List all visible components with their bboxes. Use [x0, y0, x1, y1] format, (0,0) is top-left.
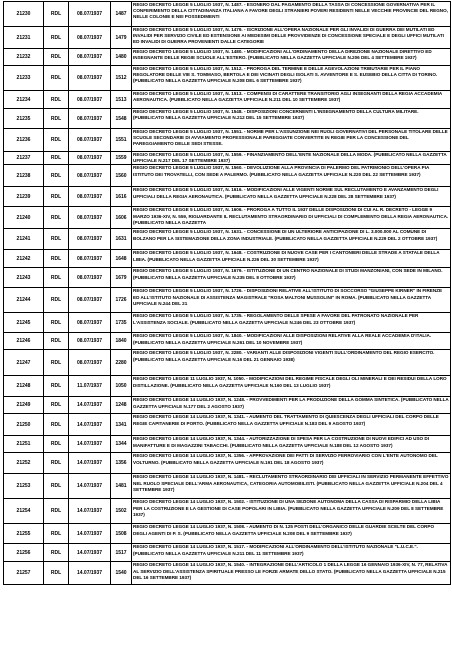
record-number: 1735 — [111, 313, 132, 333]
record-type: RDL — [44, 436, 69, 453]
record-id: 21241 — [4, 229, 44, 250]
table-row — [4, 288, 451, 313]
record-number: 1487 — [111, 2, 132, 27]
record-date: 11.07/1937 — [69, 376, 111, 397]
record-type: RDL — [44, 229, 69, 250]
table-row — [4, 229, 451, 250]
record-date: 08.07/1937 — [69, 91, 111, 109]
record-number: 1559 — [111, 152, 132, 165]
record-number: 1480 — [111, 49, 132, 66]
record-description: REGIO DECRETO LEGGE 5 LUGLIO 1937, N. 1726. - DISPOSIZIONI RELATIVE ALL'ISTITUTO DI SOCCORSO "GIUSEPPE KIRNER" IN FIRENZE ED ALL'ISTITUTO NAZIONALE DI ASSISTENZA MAGISTRALE "ROSA MALTONI MUSSOLINI" IN ROMA. (PUBBLICATO NELLA GAZZETTA UFFICIALE N.244 DEL 21 — [132, 288, 451, 313]
record-type: RDL — [44, 562, 69, 585]
table-row — [4, 250, 451, 268]
record-id: 21246 — [4, 333, 44, 350]
record-date: 08.07/1937 — [69, 152, 111, 165]
record-number: 1341 — [111, 414, 132, 436]
record-id: 21253 — [4, 474, 44, 499]
record-type: RDL — [44, 27, 69, 49]
table-row — [4, 27, 451, 49]
table-row — [4, 397, 451, 414]
table-row — [4, 66, 451, 91]
record-date: 08.07/1937 — [69, 27, 111, 49]
table-row — [4, 376, 451, 397]
record-number: 1606 — [111, 207, 132, 229]
table-row — [4, 165, 451, 187]
record-number: 1481 — [111, 474, 132, 499]
record-type: RDL — [44, 524, 69, 544]
record-number: 1050 — [111, 376, 132, 397]
record-description: REGIO DECRETO LEGGE 5 LUGLIO 1937, N. 1487. - ESONERO DAL PAGAMENTO DELLA TASSA DI CONCESSIONE GOVERNATIVA PER IL CONFERIMENTO DELLA CITTADINANZA ITALIANA A FAVORE DEGLI STRANIERI POVERI RESIDENTI NELLE VECCHIE PROVINCIE DEL REGNO, NELLE COLONIE E NEI POSSEDIMENTI — [132, 2, 451, 27]
record-description: REGIO DECRETO LEGGE 5 LUGLIO 1937, N. 1480. - MODIFICAZIONI ALL'ORDINAMENTO DELLA DIREZIONE NAZIONALE DIRETTIVO ED INSEGNANTE DELLE REGIE SCUOLE ALL'ESTERO. (PUBBLICATO NELLA GAZZETTA UFFICIALE N.206 DEL 4 SETTEMBRE 1937) — [132, 49, 451, 66]
record-description: REGIO DECRETO LEGGE 5 LUGLIO 1937, N. 1551. - NORME PER L'ASSUNZIONE NEI RUOLI GOVERNATIVI DEL PERSONALE TITOLARE DELLE SCUOLE SECONDARIE DI AVVIAMENTO PROFESSIONALE PAREGGIATE CONVERTITE IN REGIE PER LA CONCESSIONE DEL PAREGGIAMENTO DELLE SEDI STESSE. — [132, 129, 451, 152]
record-number: 1616 — [111, 187, 132, 207]
table-row — [4, 49, 451, 66]
record-description: REGIO DECRETO LEGGE 5 LUGLIO 1937, N. 1735. - REGOLAMENTO DELLE SPESE A FAVORE DEL PATRONATO NAZIONALE PER L'ASSISTENZA SOCIALE. (PUBBLICATO NELLA GAZZETTA UFFICIALE N.246 DEL 23 OTTOBRE 1937) — [132, 313, 451, 333]
record-type: RDL — [44, 91, 69, 109]
table-row — [4, 91, 451, 109]
record-id: 21236 — [4, 129, 44, 152]
record-number: 1648 — [111, 250, 132, 268]
record-id: 21245 — [4, 313, 44, 333]
record-description: REGIO DECRETO LEGGE 5 LUGLIO 1937, N. 1479. - ISCRIZIONE ALL'OPERA NAZIONALE PER GLI INVALIDI DI GUERRA DEI MUTILATI ED INVALIDI PER SERVIZIO CIVILE ED ESTENSIONE AI MEDESIMI DELLE PROVVIDENZE DI CONCESSIONE SPECIALE E DEGLI UFFICI MUTILATI ED INVALIDI DI GUERRA PROVENIENTI DALLE CATEGORIE — [132, 27, 451, 49]
record-number: 1540 — [111, 562, 132, 585]
record-description: REGIO DECRETO LEGGE 5 LUGLIO 1937, N. 1606. - PROROGA A TUTTO IL 1937 DELLE DISPOSIZIONI DI CUI AL R. DECRETO - LEGGE 9 MARZO 1936-XIV, N. 559, RIGUARDANTE IL RECLUTAMENTO STRAORDINARIO DI UFFICIALI DI COMPLEMENTO DELLA REGIA AERONAUTICA. (PUBBLICATO NELLA GAZZETTA — [132, 207, 451, 229]
record-date: 08.07/1937 — [69, 2, 111, 27]
table-row — [4, 109, 451, 129]
table-row — [4, 2, 451, 27]
record-date: 14.07/1937 — [69, 397, 111, 414]
record-description: REGIO DECRETO LEGGE 14 LUGLIO 1937, N. 1481. - RECLUTAMENTO STRAORDINARIO DEI UFFICIALI IN SERVIZIO PERMANENTE EFFETTIVO NEL RUOLO SPECIALE DELL'ARMA AERONAUTICA, CATEGORIA AUTOMOBILISTI. (PUBBLICATO NELLA GAZZETTA UFFICIALE N.204 DEL 4 SETTEMBRE 1937) — [132, 474, 451, 499]
record-date: 14.07/1937 — [69, 436, 111, 453]
table-row — [4, 333, 451, 350]
record-description: REGIO DECRETO LEGGE 5 LUGLIO 1937, N. 1560. - DEVOLUZIONE ALLA PROVINCIA DI PALERMO DEL PATRIMONIO DELL'OPERA PIA ISTITUTO DEI TROVATELLI, CON SEDE A PALERMO. (PUBBLICATO NELLA GAZZETTA UFFICIALE N.220 DEL 22 SETTEMBRE 1937) — [132, 165, 451, 187]
record-type: RDL — [44, 49, 69, 66]
record-date: 08.07/1937 — [69, 268, 111, 288]
record-id: 21240 — [4, 207, 44, 229]
record-id: 21251 — [4, 436, 44, 453]
record-date: 08.07/1937 — [69, 333, 111, 350]
record-number: 1548 — [111, 109, 132, 129]
record-type: RDL — [44, 268, 69, 288]
table-row — [4, 129, 451, 152]
record-type: RDL — [44, 2, 69, 27]
record-type: RDL — [44, 250, 69, 268]
record-date: 14.07/1937 — [69, 453, 111, 474]
record-id: 21238 — [4, 165, 44, 187]
record-date: 08.07/1937 — [69, 49, 111, 66]
record-type: RDL — [44, 397, 69, 414]
record-description: REGIO DECRETO LEGGE 5 LUGLIO 1937, N. 1840. - MODIFICAZIONI ALLE DISPOSIZIONI RELATIVE ALLA REALE ACCADEMIA D'ITALIA. (PUBBLICATO NELLA GAZZETTA UFFICIALE N.261 DEL 10 NOVEMBRE 1937) — [132, 333, 451, 350]
table-row — [4, 453, 451, 474]
record-type: RDL — [44, 474, 69, 499]
record-number: 1508 — [111, 524, 132, 544]
record-id: 21235 — [4, 109, 44, 129]
record-number: 1344 — [111, 436, 132, 453]
record-description: REGIO DECRETO LEGGE 5 LUGLIO 1937, N. 1548. - DISPOSIZIONI CONCERNENTI L'INSEGNAMENTO DELLA CULTURA MILITARE. (PUBBLICATO NELLA GAZZETTA UFFICIALE N.212 DEL 15 SETTEMBRE 1937) — [132, 109, 451, 129]
record-id: 21232 — [4, 49, 44, 66]
record-description: REGIO DECRETO LEGGE 14 LUGLIO 1937, N. 1356. - APPROVAZIONE DEI PATTI DI SERVIZIO FERROVIARIO CON L'ENTE AUTONOMO DEL VOLTURNO. (PUBBLICATO NELLA GAZZETTA UFFICIALE N.191 DEL 18 AGOSTO 1937) — [132, 453, 451, 474]
record-id: 21252 — [4, 453, 44, 474]
record-description: REGIO DECRETO LEGGE 14 LUGLIO 1937, N. 1502. - ISTITUZIONE DI UNA SEZIONE AUTONOMA DELLA CASSA DI RISPARMIO DELLA LIBIA PER LA COSTRUZIONE E LA GESTIONE DI CASE POPOLARI IN LIBIA. (PUBBLICATO NELLA GAZZETTA UFFICIALE N.209 DEL 8 SETTEMBRE 1937) — [132, 499, 451, 524]
record-date: 08.07/1937 — [69, 207, 111, 229]
table-row — [4, 562, 451, 585]
record-date: 08.07/1937 — [69, 66, 111, 91]
record-type: RDL — [44, 313, 69, 333]
record-id: 21230 — [4, 2, 44, 27]
record-type: RDL — [44, 109, 69, 129]
table-row — [4, 414, 451, 436]
table-row — [4, 474, 451, 499]
record-id: 21249 — [4, 397, 44, 414]
record-description: REGIO DECRETO LEGGE 5 LUGLIO 1937, N. 1513. - COMPENSI DI CARATTERE TRANSITORIO AGLI INSEGNANTI DELLA REGIA ACCADEMIA AERONAUTICA. (PUBBLICATO NELLA GAZZETTA UFFICIALE N.211 DEL 10 SETTEMBRE 1937) — [132, 91, 451, 109]
record-date: 14.07/1937 — [69, 499, 111, 524]
record-date: 08.07/1937 — [69, 229, 111, 250]
record-number: 1726 — [111, 288, 132, 313]
record-number: 1248 — [111, 397, 132, 414]
record-date: 08.07/1937 — [69, 313, 111, 333]
record-date: 08.07/1937 — [69, 165, 111, 187]
record-description: REGIO DECRETO LEGGE 5 LUGLIO 1937, N. 1648. - COSTRUZIONE DI NUOVE CASE PER I CANTONIERI DELLE STRADE A STATALE DELLA LIBIA. (PUBBLICATO NELLA GAZZETTA UFFICIALE N.226 DEL 30 SETTEMBRE 1937) — [132, 250, 451, 268]
record-description: REGIO DECRETO LEGGE 14 LUGLIO 1937, N. 1344. - AUTORIZZAZIONE DI SPESA PER LA COSTRUZIONE DI NUOVI EDIFICI AD USO DI MANIFATTURE E DI MAGAZZINI TABACCHI. (PUBBLICATO NELLA GAZZETTA UFFICIALE N.188 DEL 12 AGOSTO 1937) — [132, 436, 451, 453]
record-id: 21254 — [4, 499, 44, 524]
record-type: RDL — [44, 414, 69, 436]
record-description: REGIO DECRETO LEGGE 11 LUGLIO 1937, N. 1050. - MODIFICAZIONI DEL REGIME FISCALE DEGLI OLI MINERALI E DEI RESIDUI DELLA LORO DISTILLAZIONE. (PUBBLICATO NELLA GAZZETTA UFFICIALE N.160 DEL 13 LUGLIO 1937) — [132, 376, 451, 397]
record-description: REGIO DECRETO LEGGE 5 LUGLIO 1937, N. 2280. - VARIANTI ALLE DISPOSIZIONI VIGENTI SULL'ORDINAMENTO DEL REGIO ESERCITO. (PUBBLICATO NELLA GAZZETTA UFFICIALE N.16 DEL 21 GENNAIO 1938) — [132, 350, 451, 376]
record-number: 1513 — [111, 91, 132, 109]
record-id: 21242 — [4, 250, 44, 268]
record-id: 21237 — [4, 152, 44, 165]
record-id: 21244 — [4, 288, 44, 313]
record-date: 14.07/1937 — [69, 524, 111, 544]
record-id: 21231 — [4, 27, 44, 49]
record-type: RDL — [44, 350, 69, 376]
table-row — [4, 436, 451, 453]
record-type: RDL — [44, 207, 69, 229]
record-date: 14.07/1937 — [69, 414, 111, 436]
record-date: 08.07/1937 — [69, 129, 111, 152]
record-id: 21255 — [4, 524, 44, 544]
table-row — [4, 207, 451, 229]
record-type: RDL — [44, 152, 69, 165]
record-type: RDL — [44, 376, 69, 397]
record-type: RDL — [44, 499, 69, 524]
record-number: 1356 — [111, 453, 132, 474]
record-description: REGIO DECRETO LEGGE 5 LUGLIO 1937, N. 1616. - MODIFICAZIONI ALLE VIGENTI NORME SUL RECLUTAMENTO E AVANZAMENTO DEGLI UFFICIALI DELLA REGIA AERONAUTICA. (PUBBLICATO NELLA GAZZETTA UFFICIALE N.228 DEL 28 SETTEMBRE 1937) — [132, 187, 451, 207]
table-row — [4, 152, 451, 165]
record-type: RDL — [44, 544, 69, 562]
record-date: 08.07/1937 — [69, 250, 111, 268]
record-description: REGIO DECRETO LEGGE 5 LUGLIO 1937, N. 1559. - FINANZIAMENTO DELL'ENTE NAZIONALE DELLA MODA. (PUBBLICATO NELLA GAZZETTA UFFICIALE N.217 DEL 17 SETTEMBRE 1937) — [132, 152, 451, 165]
record-description: REGIO DECRETO LEGGE 14 LUGLIO 1937, N. 1517. - MODIFICAZIONI ALL'ORDINAMENTO DELL'ISTITUTO NAZIONALE "L.U.C.E.". (PUBBLICATO NELLA GAZZETTA UFFICIALE N.211 DEL 11 SETTEMBRE 1937) — [132, 544, 451, 562]
record-date: 14.07/1937 — [69, 474, 111, 499]
record-id: 21247 — [4, 350, 44, 376]
record-type: RDL — [44, 187, 69, 207]
record-description: REGIO DECRETO LEGGE 5 LUGLIO 1937, N. 1679. - ISTITUZIONE DI UN CENTRO NAZIONALE DI STUDI MANZONIANI, CON SEDE IN MILANO. (PUBBLICATO NELLA GAZZETTA UFFICIALE N.235 DEL 8 OTTOBRE 1937) — [132, 268, 451, 288]
record-type: RDL — [44, 288, 69, 313]
record-date: 08.07/1937 — [69, 109, 111, 129]
record-number: 1551 — [111, 129, 132, 152]
record-id: 21234 — [4, 91, 44, 109]
table-row — [4, 350, 451, 376]
record-number: 1631 — [111, 229, 132, 250]
record-number: 1679 — [111, 268, 132, 288]
table-row — [4, 313, 451, 333]
record-id: 21243 — [4, 268, 44, 288]
record-description: REGIO DECRETO LEGGE 5 LUGLIO 1937, N. 1512. - PROROGA DEL TERMINE E DELLE AGEVOLAZIONI TRIBUTARIE PER IL PIANO REGOLATORE DELLE VIE S. TOMMASO, BERTOLA E DEI VICINATI DEGLI ISOLATI S. AVVENTORE E S. EUSEBIO DELLA CITTA DI TORINO. (PUBBLICATO NELLA GAZZETTA UFFICIALE N.208 DEL 6 SETTEMBRE 1937) — [132, 66, 451, 91]
record-id: 21250 — [4, 414, 44, 436]
record-number: 1560 — [111, 165, 132, 187]
record-description: REGIO DECRETO LEGGE 14 LUGLIO 1937, N. 1248. - PROVVEDIMENTI PER LA PRODUZIONE DELLA GOMMA SINTETICA. (PUBBLICATO NELLA GAZZETTA UFFICIALE N.177 DEL 2 AGOSTO 1937) — [132, 397, 451, 414]
record-date: 14.07/1937 — [69, 562, 111, 585]
record-id: 21248 — [4, 376, 44, 397]
table-row — [4, 544, 451, 562]
record-id: 21256 — [4, 544, 44, 562]
record-description: REGIO DECRETO LEGGE 14 LUGLIO 1937, N. 1540. - INTEGRAZIONE DELL'ARTICOLO 1 DELLA LEGGE 16 GENNAIO 1936-XIV, N. 77, RELATIVA AL SERVIZIO DELL'ASSISTENZA SPIRITUALE PRESSO LE FORZE ARMATE DELLO STATO. (PUBBLICATO NELLA GAZZETTA UFFICIALE N.215 DEL 16 SETTEMBRE 1937) — [132, 562, 451, 585]
record-date: 08.07/1937 — [69, 288, 111, 313]
table-row — [4, 187, 451, 207]
record-number: 1502 — [111, 499, 132, 524]
record-date: 08.07/1937 — [69, 187, 111, 207]
record-description: REGIO DECRETO LEGGE 5 LUGLIO 1937, N. 1631. - CONCESSIONE DI UN ULTERIORE ANTICIPAZIONE DI L. 3.000.000 AL COMUNE DI BOLZANO PER LA SISTEMAZIONE DELLA ZONA INDUSTRIALE. (PUBBLICATO NELLA GAZZETTA UFFICIALE N.229 DEL 2 OTTOBRE 1937) — [132, 229, 451, 250]
record-id: 21239 — [4, 187, 44, 207]
record-type: RDL — [44, 333, 69, 350]
record-date: 14.07/1937 — [69, 544, 111, 562]
decree-table-body — [4, 2, 451, 585]
decree-table — [3, 1, 451, 585]
record-description: REGIO DECRETO LEGGE 14 LUGLIO 1937, N. 1341. - AUMENTO DEL TRATTAMENTO DI QUIESCENZA DEGLI UFFICIALI DEL CORPO DELLE REGIE CAPITANERIE DI PORTO. (PUBBLICATO NELLA GAZZETTA UFFICIALE N.183 DEL 9 AGOSTO 1937) — [132, 414, 451, 436]
record-description: REGIO DECRETO LEGGE 14 LUGLIO 1937, N. 1508. - AUMENTO DI N. 125 POSTI DELL'ORGANICO DELLE GUARDIE SCELTE DEL CORPO DEGLI AGENTI DI P. S. (PUBBLICATO NELLA GAZZETTA UFFICIALE N.208 DEL 9 SETTEMBRE 1937) — [132, 524, 451, 544]
table-row — [4, 499, 451, 524]
record-number: 1840 — [111, 333, 132, 350]
record-number: 1517 — [111, 544, 132, 562]
record-type: RDL — [44, 453, 69, 474]
record-number: 2280 — [111, 350, 132, 376]
record-type: RDL — [44, 66, 69, 91]
table-row — [4, 524, 451, 544]
record-type: RDL — [44, 129, 69, 152]
record-type: RDL — [44, 165, 69, 187]
record-date: 08.07/1937 — [69, 350, 111, 376]
record-number: 1479 — [111, 27, 132, 49]
record-id: 21233 — [4, 66, 44, 91]
table-row — [4, 268, 451, 288]
record-number: 1512 — [111, 66, 132, 91]
record-id: 21257 — [4, 562, 44, 585]
